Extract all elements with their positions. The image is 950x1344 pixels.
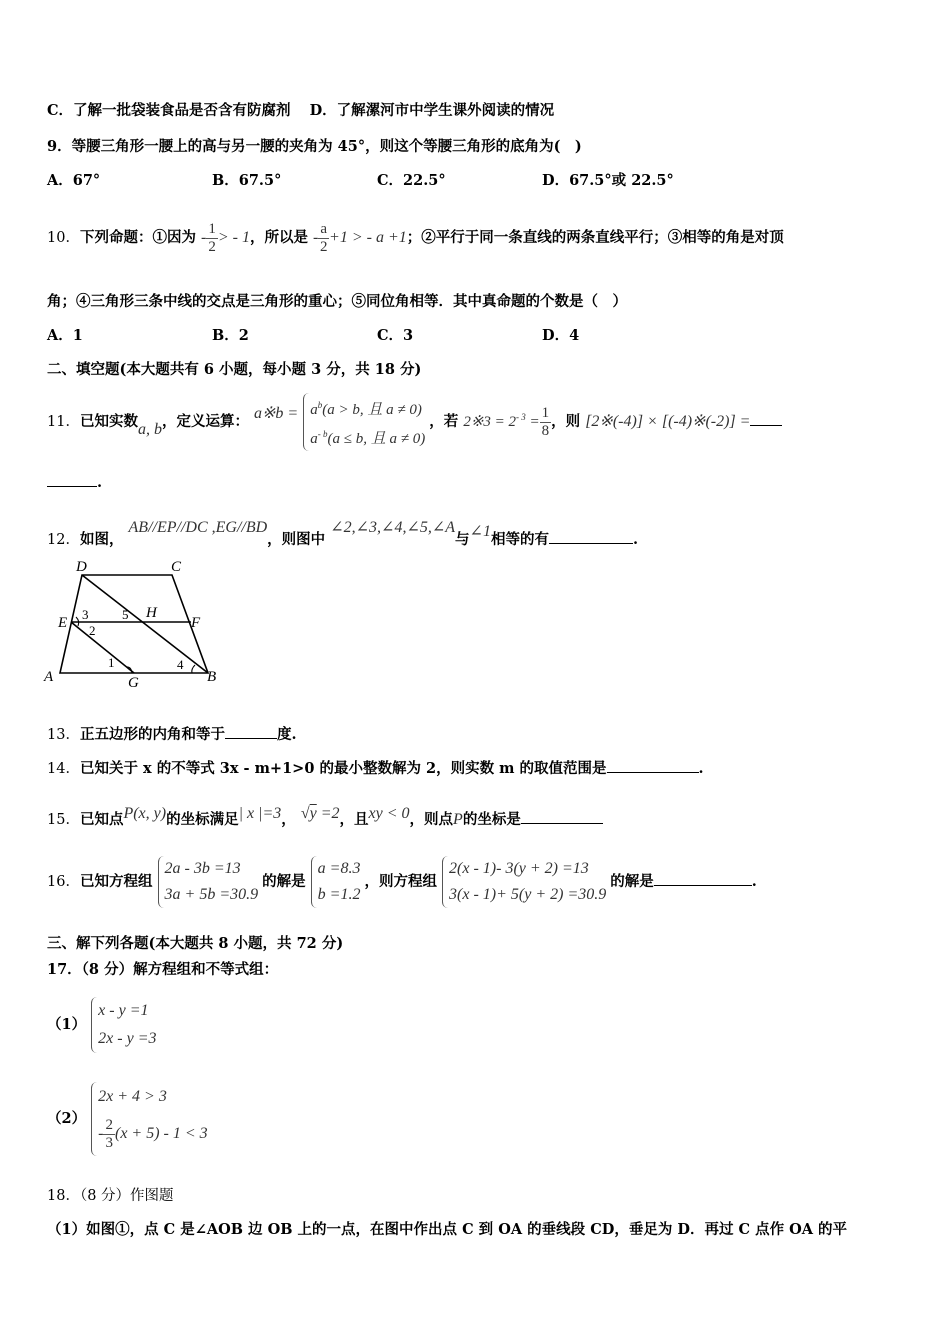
q13-answer-blank[interactable] <box>225 724 277 739</box>
q13-line: 13．正五边形的内角和等于 度. <box>47 726 297 743</box>
q10-option-d: D．4 <box>542 327 580 344</box>
q16-solution: a =8.3 b =1.2 <box>311 856 365 908</box>
q17-system-1: x - y =1 2x - y =3 <box>91 997 160 1053</box>
section3-heading: 三、解下列各题(本大题共 8 小题，共 72 分) <box>47 935 344 952</box>
angle-label-3: 3 <box>82 607 89 622</box>
q14-line: 14．已知关于 x 的不等式 3x - m+1>0 的最小整数解为 2，则实数 m 的取值范围是 . <box>47 760 704 777</box>
q18-part1: （1）如图①，点 C 是∠AOB 边 OB 上的一点，在图中作出点 C 到 OA 的垂线段 CD，垂足为 D．再过 C 点作 OA 的平 <box>47 1221 848 1238</box>
q10-frac-2: $\frac{a}{2}$ <box>319 220 328 255</box>
q8-option-c: C．了解一批袋装食品是否含有防腐剂 D．了解漯河市中学生课外阅读的情况 <box>47 102 555 119</box>
q12-line: 12．如图， AB//EP//DC ,EG//BD，则图中 ∠2,∠3,∠4,∠5,∠A与∠1相等的有 . <box>47 519 639 548</box>
q16-system-2: 2(x - 1)- 3(y + 2) =13 3(x - 1)+ 5(y + 2) =30.9 <box>442 856 610 908</box>
angle-label-4: 4 <box>177 657 184 672</box>
q17-system-2: 2x + 4 > 3 - $\frac{2}{3}$ (x + 5) - 1 < 3 <box>91 1082 212 1156</box>
q11-answer-blank[interactable] <box>750 411 782 426</box>
q11-line: 11．已知实数a, b，定义运算： a※b = $a^b(a > b$, 且 a ≠ 0) $a^{- b}(a \le b$, 且 a ≠ 0) ，若 2※3 = $2^{- 3}$ = $\frac{1}{8}$ ，则 [2※(-4)] × [(-4)※(-2)] = <box>47 392 782 452</box>
q9-stem: 9．等腰三角形一腰上的高与另一腰的夹角为 45°，则这个等腰三角形的底角为( ) <box>47 138 582 155</box>
q16-system-1: 2a - 3b =13 3a + 5b =30.9 <box>158 856 263 908</box>
q15-answer-blank[interactable] <box>521 809 603 824</box>
q18-title: 18．（8 分）作图题 <box>47 1188 174 1204</box>
segment-db <box>82 575 208 673</box>
q17-part2: （2） 2x + 4 > 3 - $\frac{2}{3}$ (x + 5) - 1 < 3 <box>47 1074 212 1164</box>
q16-line: 16．已知方程组 2a - 3b =13 3a + 5b =30.9 的解是 a =8.3 b =1.2 ，则方程组 2(x - 1)- 3(y + 2) =13 3(x - 1)+ 5(y + 2) =30.9 的解是 . <box>47 852 757 912</box>
q17-title: 17．（8 分）解方程组和不等式组： <box>47 961 279 978</box>
angle-label-1: 1 <box>108 655 115 670</box>
q9-option-a: A．67° <box>47 172 101 189</box>
q9-option-d: D．67.5°或 22.5° <box>542 172 674 189</box>
q15-line: 15．已知点P(x, y)的坐标满足| x |=3， √y =2，且xy < 0，则点P的坐标是 <box>47 796 603 838</box>
q9-option-c: C．22.5° <box>377 172 446 189</box>
q10-frac-1: $\frac{1}{2}$ <box>208 220 216 255</box>
section2-heading: 二、填空题(本大题共有 6 小题，每小题 3 分，共 18 分) <box>47 361 422 378</box>
label-h: H <box>146 605 157 621</box>
label-e: E <box>58 615 68 631</box>
q10-option-b: B．2 <box>212 327 249 344</box>
label-g: G <box>128 675 139 691</box>
q8-option-d: D．了解漯河市中学生课外阅读的情况 <box>309 102 555 119</box>
q9-option-b: B．67.5° <box>212 172 282 189</box>
q11-line2: . <box>47 472 102 493</box>
q10-line1: 10．下列命题：①因为 - $\frac{1}{2}$ > - 1，所以是 - $\frac{a}{2}$ +1 > - a +1；②平行于同一条直线的两条直线平行；③相等的角是对顶 <box>47 220 784 255</box>
q12-geometry-figure <box>40 555 230 695</box>
q10-option-c: C．3 <box>377 327 414 344</box>
label-c: C <box>171 559 182 575</box>
q10-option-a: A．1 <box>47 327 83 344</box>
segment-eg <box>71 622 134 673</box>
label-f: F <box>191 615 201 631</box>
q16-answer-blank[interactable] <box>654 871 752 886</box>
angle-label-5: 5 <box>122 607 129 622</box>
q14-answer-blank[interactable] <box>607 758 699 773</box>
label-d: D <box>76 559 87 575</box>
trapezoid-abcd <box>60 575 208 673</box>
angle-label-2: 2 <box>89 623 96 638</box>
q11-piecewise: $a^b(a > b$, 且 a ≠ 0) $a^{- b}(a \le b$, 且 a ≠ 0) <box>303 393 429 451</box>
q17-part1: （1） x - y =1 2x - y =3 <box>47 994 160 1056</box>
q12-answer-blank[interactable] <box>549 529 633 544</box>
label-a: A <box>44 669 54 685</box>
q10-line2: 角；④三角形三条中线的交点是三角形的重心；⑤同位角相等．其中真命题的个数是（ ） <box>47 293 627 310</box>
label-b: B <box>207 669 217 685</box>
